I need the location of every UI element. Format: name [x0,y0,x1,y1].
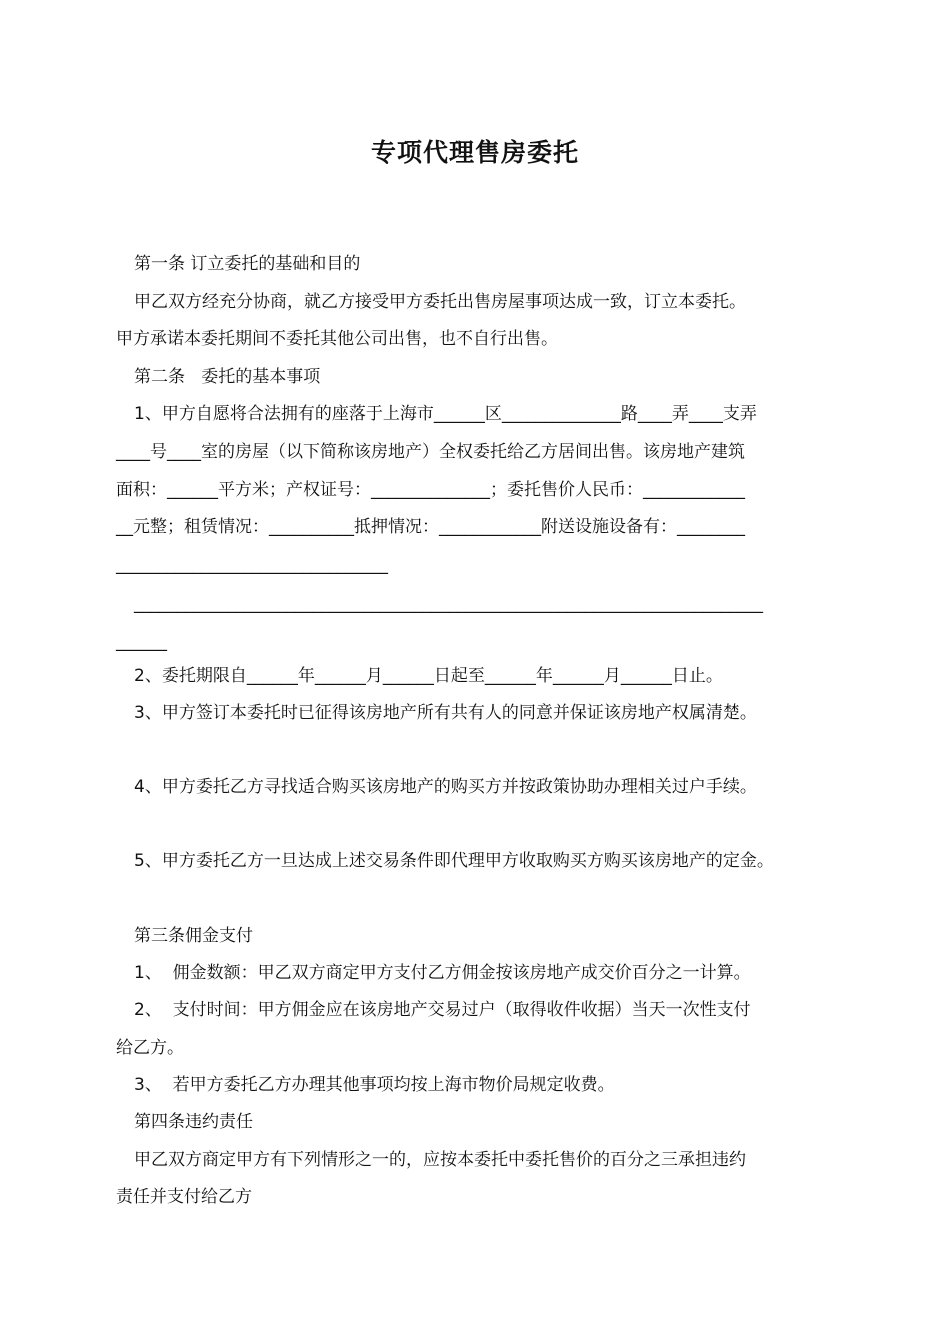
article-1-heading: 第一条 订立委托的基础和目的 [134,254,361,274]
blank-fill-line: ________________________________ [116,555,388,575]
blank-fill-line: ______ [116,632,167,652]
paragraph-line: 给乙方。 [116,1038,184,1058]
paragraph-line: 3、甲方签订本委托时已征得该房地产所有共有人的同意并保证该房地产权属清楚。 [134,703,757,723]
paragraph-line: 2、 支付时间：甲方佣金应在该房地产交易过户（取得收件收据）当天一次性支付 [134,1000,751,1020]
paragraph-line: __元整；租赁情况：__________抵押情况：____________附送设施设备有：________ [116,517,745,537]
document-title: 专项代理售房委托 [370,138,579,167]
paragraph-line: 责任并支付给乙方 [116,1187,252,1207]
article-2-heading: 第二条 委托的基本事项 [134,367,321,387]
paragraph-line: 4、甲方委托乙方寻找适合购买该房地产的购买方并按政策协助办理相关过户手续。 [134,777,757,797]
blank-fill-line: __________________________________________________________________________ [134,594,763,614]
paragraph-line: 甲方承诺本委托期间不委托其他公司出售，也不自行出售。 [116,329,558,349]
paragraph-line: 1、 佣金数额：甲乙双方商定甲方支付乙方佣金按该房地产成交价百分之一计算。 [134,963,751,983]
article-3-heading: 第三条佣金支付 [134,926,253,946]
paragraph-line: 甲乙双方经充分协商，就乙方接受甲方委托出售房屋事项达成一致，订立本委托。 [134,292,746,312]
paragraph-line: ____号____室的房屋（以下简称该房地产）全权委托给乙方居间出售。该房地产建筑 [116,442,745,462]
paragraph-line: 3、 若甲方委托乙方办理其他事项均按上海市物价局规定收费。 [134,1075,615,1095]
paragraph-line: 甲乙双方商定甲方有下列情形之一的，应按本委托中委托售价的百分之三承担违约 [134,1150,746,1170]
paragraph-line: 1、甲方自愿将合法拥有的座落于上海市______区______________路____弄____支弄 [134,404,757,424]
paragraph-line: 2、委托期限自______年______月______日起至______年______月______日止。 [134,666,723,686]
paragraph-line: 面积：______平方米；产权证号：______________；委托售价人民币：____________ [116,480,745,500]
paragraph-line: 5、甲方委托乙方一旦达成上述交易条件即代理甲方收取购买方购买该房地产的定金。 [134,851,774,871]
article-4-heading: 第四条违约责任 [134,1112,253,1132]
